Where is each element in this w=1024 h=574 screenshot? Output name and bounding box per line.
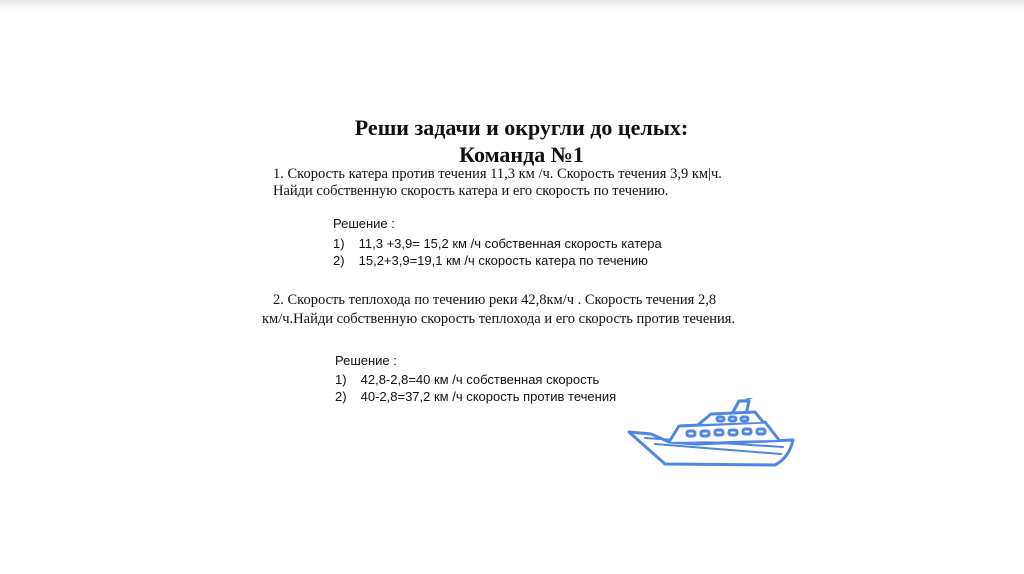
top-shadow xyxy=(0,0,1024,10)
team-title: Команда №1 xyxy=(459,142,584,167)
solution2-item-number: 1) xyxy=(335,372,347,387)
solution1-item-text: 15,2+3,9=19,1 км /ч скорость катера по течению xyxy=(358,253,648,268)
slide-title: Реши задачи и округли до целых: xyxy=(354,115,689,140)
solution2-item xyxy=(335,372,599,387)
solution1-item-number: 2) xyxy=(333,253,345,268)
problem1-line1: 1. Скорость катера против течения 11,3 км /ч. Скорость течения 3,9 км|ч. xyxy=(273,166,722,182)
solution1-item-text: 11,3 +3,9= 15,2 км /ч собственная скорость катера xyxy=(358,236,662,251)
problem1-line2: Найди собственную скорость катера и его скорость по течению. xyxy=(273,183,669,199)
solution1-item xyxy=(333,236,662,251)
ship-icon xyxy=(625,398,800,470)
solution1-heading: Решение : xyxy=(333,216,395,231)
problem2-line2: км/ч.Найди собственную скорость теплохода и его скорость против течения. xyxy=(262,311,736,327)
solution2-item-text: 40-2,8=37,2 км /ч скорость против течения xyxy=(360,389,617,404)
solution2-item xyxy=(335,389,616,404)
problem2-line1: 2. Скорость теплохода по течению реки 42,8км/ч . Скорость течения 2,8 xyxy=(273,292,717,308)
solution1-item xyxy=(333,253,648,268)
solution2-item-number: 2) xyxy=(335,389,347,404)
solution2-item-text: 42,8-2,8=40 км /ч собственная скорость xyxy=(360,372,600,387)
solution2-heading: Решение : xyxy=(335,353,397,368)
solution1-item-number: 1) xyxy=(333,236,345,251)
